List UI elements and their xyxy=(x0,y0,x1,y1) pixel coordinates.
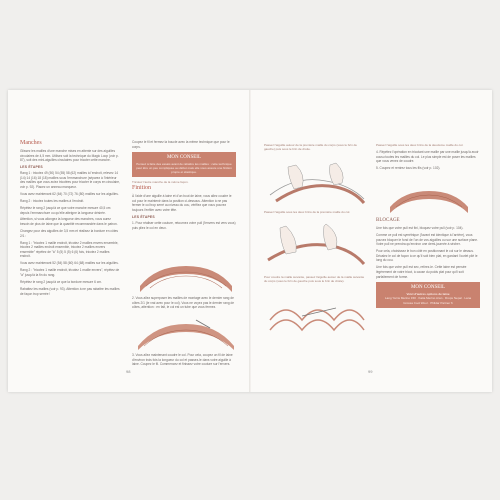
collar-sewing-illustration xyxy=(136,316,236,352)
paragraph: Rang 2 : tricotez toutes les mailles à l'endroit. xyxy=(20,198,85,203)
caption: Passez l'aiguille sous les deux brins de la deuxième maille du col. xyxy=(376,143,464,147)
tip-title: MON CONSEIL xyxy=(166,154,202,160)
section-heading: Manches xyxy=(20,140,42,146)
paragraph: Répétez le rang 2 jusqu'à ce que votre manche mesure 40,5 cm depuis l'emmanchure ou qu'elle atteigne la longueur désirée. xyxy=(20,205,111,215)
paragraph: Changez pour des aiguilles de 3,5 mm et réalisez la bordure en côtes 2/1 : xyxy=(20,229,118,238)
paragraph: Attention, si vous allongez la longueur des manches, vous aurez besoin de plus de laine que la quantité recommandée dans le patron. xyxy=(20,217,118,227)
caption: Tricotez l'autre manche de la même façon. xyxy=(132,180,189,185)
paragraph: Vous avez maintenant 62 (64) 70 (72) 76 (80) mailles sur les aiguilles. xyxy=(20,191,119,196)
subheading: LES ÉTAPES xyxy=(20,165,43,170)
caption: Passez l'aiguille sous les deux brins de la première maille du col. xyxy=(264,210,351,214)
step-text: 2. Vous allez superposer les mailles de montage avec le dernier rang de côtes 2/1 (le vrai avec pour le col). Vous ne voyez pas le dernier rang de côtes, attention : en fait, le col est un tube que vous fermez. xyxy=(132,296,235,310)
paragraph: À l'aide d'une aiguille à laine et d'un bout de laine, vous allez coudre le col pour le maintenir dans la position ci-dessous. Attention à ne pas fermer le col trop serré au niveau du cou, vérifiez que vous pouvez toujours l'enfiler avec votre tête. xyxy=(132,194,232,212)
left-column-1 xyxy=(20,140,120,299)
left-column-2-lower xyxy=(132,296,236,312)
section-heading: Finition xyxy=(132,185,152,192)
left-column-2 xyxy=(132,140,236,233)
paragraph: Pour cela, choisissez le bon côté en positionnant le col sur le dessus. Décalez le col de façon à ce qu'il soit bien plat, en gardant l'ourlet plié le long du cou. xyxy=(376,249,478,263)
right-column-1-mid xyxy=(264,207,368,217)
step-text: 5. Coupez et rentrez tous les fils (voir p. 102). xyxy=(376,166,441,171)
left-page xyxy=(8,90,250,392)
right-column-2-lower xyxy=(376,218,480,308)
right-column-1-lower xyxy=(264,272,368,286)
step-text: 1. Pour réaliser cette couture, retournez votre pull (l'envers est vers vous) puis pliez le col en deux. xyxy=(132,220,236,230)
section-heading: BLOCAGE xyxy=(376,218,400,223)
page-number: 98 xyxy=(126,369,131,374)
paragraph: Coupez le fil et fermez la boucle avec la même technique que pour le corps. xyxy=(132,140,230,149)
hand-sewing-illustration-1 xyxy=(266,155,366,205)
finished-sweater-illustration xyxy=(384,185,474,215)
paragraph: Rang 2 : "tricotez 1 maille endroit, tricotez 1 maille envers", répétez de "à" jusqu'à la fin du rang. xyxy=(20,268,120,277)
book-spread xyxy=(8,90,492,392)
paragraph: Une fois que votre pull est fini, bloquez votre pull (voir p. 104). xyxy=(376,226,464,230)
hand-sewing-illustration-2 xyxy=(266,218,366,270)
stitch-diagram xyxy=(266,290,366,344)
right-page xyxy=(250,90,492,392)
tip-box xyxy=(132,152,236,178)
tip-title: MON CONSEIL xyxy=(410,285,446,291)
tip-subtitle: Voici d'autres options de laine xyxy=(406,292,450,297)
paragraph: Une fois que votre pull est sec, retirez-le. Cette laine est pensée légèrement de votre tricot, à cause du poids plat pour qu'il soit parfaitement de forme. xyxy=(376,265,467,279)
tip-text: Pensez à faire des essais avant de rabattre les mailles : cette technique peut être un peu compliquée au début mais elle vous assure une finition propre et élastique. xyxy=(136,161,232,174)
tip-box xyxy=(376,282,480,308)
paragraph: Vous avez maintenant 52 (54) 58 (60) 64 (68) mailles sur les aiguilles. xyxy=(20,261,119,266)
caption: Pour coudre la maille suivante, passez l'aiguille autour de la maille suivante du corps (sous le brin de gauche puis sous le brin de droite). xyxy=(264,275,365,283)
folded-collar-illustration xyxy=(136,260,236,294)
tip-text: Lang Yarns Merino 150 · Katia Merino Aran · Drops Nepal · Lana Grossa Cool Wool · Phildar Partner 6 xyxy=(384,296,472,305)
page-number: 99 xyxy=(368,369,373,374)
left-column-2-bottom xyxy=(132,353,236,369)
caption: Passez l'aiguille autour de la première maille du corps (sous le brin de gauche) puis sous le brin de droite. xyxy=(264,143,357,151)
paragraph: Rang 1 : "tricotez 1 maille endroit, tricotez 2 mailles envers ensemble, tricotez 2 mailles endroit ensemble, tricotez 2 mailles envers ensemble" répétez de "à" 5 (5) 5 (5) 6 (6) fois, tricotez 2 mailles endroit. xyxy=(20,240,119,259)
paragraph: Rang 1 : tricotez 49 (50) 54 (55) 58 (62) mailles à l'endroit, relevez 14 (14) 14 (16) 18 (18) mailles sous l'emmanchure (séparez à l'intérieur des mailles que vous aviez tricotées pour tricoter le corps en circulaire, voir p. 92). Placez un anneau marqueur. xyxy=(20,171,120,189)
right-column-2 xyxy=(376,140,480,173)
right-column-1 xyxy=(264,140,368,154)
paragraph: Comme ce pull est symétrique (l'avant est identique à l'arrière), vous pouvez bloquer le fond de l'un de vos aiguilles ou sur une surface plane. Votre pull ne prendra qu'environ une demi-journée à sécher. xyxy=(376,232,478,247)
step-text: 4. Répétez l'opération en tricotant une maille par une maille jusqu'à avoir cousu toutes les mailles du col. Le plus simple est de poser les mailles que vous venez de coudre. xyxy=(376,150,479,164)
step-text: 3. Vous allez maintenant coudre le col. Pour cela, coupez un fil de laine d'environ trois fois la longueur du col et passez-le dans votre aiguille à laine. Coupez le fil. Commencez et finissez votre couture sur l'envers. xyxy=(132,353,233,367)
paragraph: Répétez le rang 2 jusqu'à ce que la bordure mesure 6 cm. xyxy=(20,279,102,284)
subheading: LES ÉTAPES xyxy=(132,214,155,219)
paragraph: Glissez les mailles d'une manche mises en attente sur des aiguilles circulaires de 4,5 mm. Utilisez soit la technique du Magic Loop (voir p. 87), soit des mini-aiguilles circulaires pour tricoter cette manche. xyxy=(20,149,119,163)
paragraph: Rabattez les mailles (voir p. 93). Attention à ne pas rabattre les mailles de façon trop serrée ! xyxy=(20,286,120,296)
